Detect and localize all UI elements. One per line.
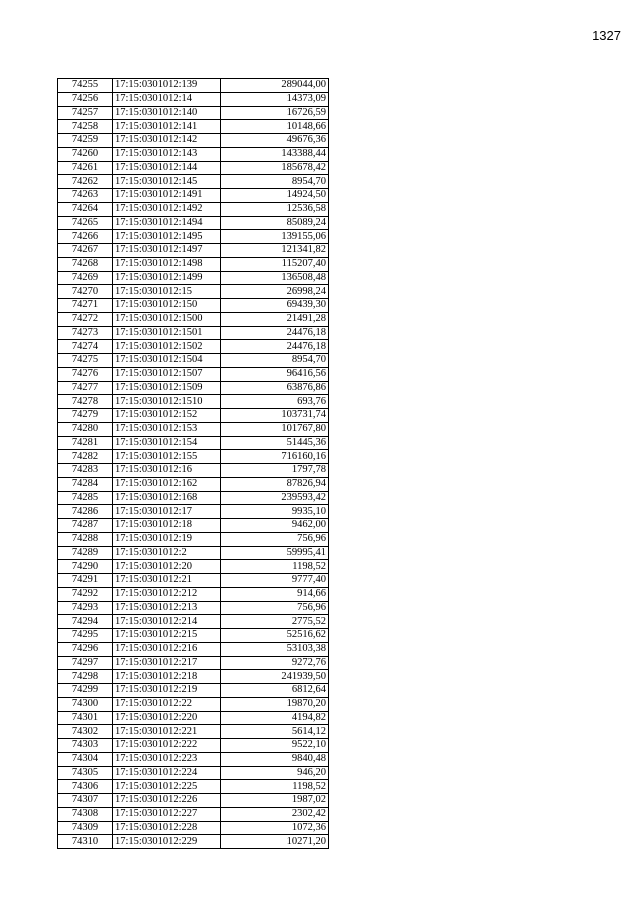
table-row (58, 587, 329, 601)
table-row (58, 601, 329, 615)
cadastral-number-cell: 17:15:0301012:221 (113, 725, 221, 739)
cadastral-number-cell: 17:15:0301012:213 (113, 601, 221, 615)
cadastral-number-cell: 17:15:0301012:15 (113, 285, 221, 299)
cadastral-number-cell: 17:15:0301012:220 (113, 711, 221, 725)
cadastral-number-cell: 17:15:0301012:227 (113, 807, 221, 821)
row-number-cell: 74297 (58, 656, 113, 670)
row-number-cell: 74296 (58, 642, 113, 656)
value-cell: 85089,24 (221, 216, 329, 230)
cadastral-number-cell: 17:15:0301012:17 (113, 505, 221, 519)
row-number-cell: 74268 (58, 257, 113, 271)
value-cell: 8954,70 (221, 175, 329, 189)
cadastral-number-cell: 17:15:0301012:1501 (113, 326, 221, 340)
value-cell: 16726,59 (221, 106, 329, 120)
value-cell: 756,96 (221, 601, 329, 615)
table-row (58, 436, 329, 450)
cadastral-number-cell: 17:15:0301012:139 (113, 79, 221, 93)
row-number-cell: 74260 (58, 147, 113, 161)
cadastral-number-cell: 17:15:0301012:217 (113, 656, 221, 670)
table-row (58, 697, 329, 711)
cadastral-number-cell: 17:15:0301012:225 (113, 780, 221, 794)
value-cell: 51445,36 (221, 436, 329, 450)
table-row (58, 134, 329, 148)
value-cell: 19870,20 (221, 697, 329, 711)
row-number-cell: 74307 (58, 794, 113, 808)
cadastral-number-cell: 17:15:0301012:142 (113, 134, 221, 148)
row-number-cell: 74269 (58, 271, 113, 285)
cadastral-number-cell: 17:15:0301012:219 (113, 684, 221, 698)
table-row (58, 244, 329, 258)
value-cell: 946,20 (221, 766, 329, 780)
value-cell: 53103,38 (221, 642, 329, 656)
table-row (58, 450, 329, 464)
cadastral-number-cell: 17:15:0301012:150 (113, 299, 221, 313)
cadastral-number-cell: 17:15:0301012:1499 (113, 271, 221, 285)
value-cell: 1797,78 (221, 464, 329, 478)
cadastral-number-cell: 17:15:0301012:18 (113, 519, 221, 533)
cadastral-number-cell: 17:15:0301012:1509 (113, 381, 221, 395)
row-number-cell: 74270 (58, 285, 113, 299)
row-number-cell: 74274 (58, 340, 113, 354)
row-number-cell: 74299 (58, 684, 113, 698)
row-number-cell: 74278 (58, 395, 113, 409)
value-cell: 103731,74 (221, 409, 329, 423)
row-number-cell: 74292 (58, 587, 113, 601)
table-row (58, 574, 329, 588)
value-cell: 59995,41 (221, 546, 329, 560)
table-row (58, 464, 329, 478)
row-number-cell: 74303 (58, 739, 113, 753)
cadastral-number-cell: 17:15:0301012:16 (113, 464, 221, 478)
value-cell: 136508,48 (221, 271, 329, 285)
cadastral-number-cell: 17:15:0301012:228 (113, 821, 221, 835)
table-row (58, 560, 329, 574)
row-number-cell: 74293 (58, 601, 113, 615)
row-number-cell: 74300 (58, 697, 113, 711)
table-row (58, 794, 329, 808)
table-row (58, 189, 329, 203)
value-cell: 121341,82 (221, 244, 329, 258)
table-row (58, 147, 329, 161)
table-row (58, 766, 329, 780)
table-row (58, 367, 329, 381)
table-row (58, 821, 329, 835)
row-number-cell: 74279 (58, 409, 113, 423)
table-row (58, 312, 329, 326)
value-cell: 101767,80 (221, 422, 329, 436)
cadastral-number-cell: 17:15:0301012:1507 (113, 367, 221, 381)
cadastral-number-cell: 17:15:0301012:222 (113, 739, 221, 753)
row-number-cell: 74286 (58, 505, 113, 519)
cadastral-number-cell: 17:15:0301012:215 (113, 629, 221, 643)
value-cell: 24476,18 (221, 340, 329, 354)
value-cell: 1987,02 (221, 794, 329, 808)
table-row (58, 422, 329, 436)
table-row (58, 381, 329, 395)
table-row (58, 725, 329, 739)
table-row (58, 670, 329, 684)
row-number-cell: 74258 (58, 120, 113, 134)
row-number-cell: 74276 (58, 367, 113, 381)
cadastral-number-cell: 17:15:0301012:1497 (113, 244, 221, 258)
row-number-cell: 74280 (58, 422, 113, 436)
value-cell: 143388,44 (221, 147, 329, 161)
cadastral-number-cell: 17:15:0301012:154 (113, 436, 221, 450)
value-cell: 115207,40 (221, 257, 329, 271)
cadastral-number-cell: 17:15:0301012:1495 (113, 230, 221, 244)
row-number-cell: 74309 (58, 821, 113, 835)
cadastral-number-cell: 17:15:0301012:212 (113, 587, 221, 601)
table-row (58, 354, 329, 368)
row-number-cell: 74294 (58, 615, 113, 629)
value-cell: 241939,50 (221, 670, 329, 684)
cadastral-number-cell: 17:15:0301012:153 (113, 422, 221, 436)
row-number-cell: 74267 (58, 244, 113, 258)
cadastral-number-cell: 17:15:0301012:22 (113, 697, 221, 711)
table-row (58, 532, 329, 546)
value-cell: 4194,82 (221, 711, 329, 725)
cadastral-number-cell: 17:15:0301012:223 (113, 752, 221, 766)
value-cell: 9935,10 (221, 505, 329, 519)
value-cell: 2775,52 (221, 615, 329, 629)
cadastral-number-cell: 17:15:0301012:14 (113, 92, 221, 106)
row-number-cell: 74264 (58, 202, 113, 216)
table-row (58, 285, 329, 299)
page-number: 1327 (592, 28, 621, 43)
row-number-cell: 74305 (58, 766, 113, 780)
cadastral-number-cell: 17:15:0301012:1491 (113, 189, 221, 203)
cadastral-number-cell: 17:15:0301012:145 (113, 175, 221, 189)
table-row (58, 477, 329, 491)
row-number-cell: 74257 (58, 106, 113, 120)
value-cell: 12536,58 (221, 202, 329, 216)
row-number-cell: 74304 (58, 752, 113, 766)
value-cell: 139155,06 (221, 230, 329, 244)
cadastral-number-cell: 17:15:0301012:1494 (113, 216, 221, 230)
cadastral-number-cell: 17:15:0301012:144 (113, 161, 221, 175)
cadastral-number-cell: 17:15:0301012:141 (113, 120, 221, 134)
value-cell: 1072,36 (221, 821, 329, 835)
table-row (58, 257, 329, 271)
value-cell: 185678,42 (221, 161, 329, 175)
table-row (58, 711, 329, 725)
table-row (58, 752, 329, 766)
cadastral-number-cell: 17:15:0301012:229 (113, 835, 221, 849)
row-number-cell: 74308 (58, 807, 113, 821)
table-row (58, 299, 329, 313)
row-number-cell: 74290 (58, 560, 113, 574)
row-number-cell: 74301 (58, 711, 113, 725)
cadastral-number-cell: 17:15:0301012:155 (113, 450, 221, 464)
cadastral-number-cell: 17:15:0301012:1502 (113, 340, 221, 354)
cadastral-number-cell: 17:15:0301012:1492 (113, 202, 221, 216)
table-row (58, 780, 329, 794)
cadastral-number-cell: 17:15:0301012:162 (113, 477, 221, 491)
table-row (58, 491, 329, 505)
table-row (58, 546, 329, 560)
value-cell: 10271,20 (221, 835, 329, 849)
cadastral-number-cell: 17:15:0301012:214 (113, 615, 221, 629)
table-row (58, 271, 329, 285)
row-number-cell: 74255 (58, 79, 113, 93)
value-cell: 239593,42 (221, 491, 329, 505)
table-row (58, 120, 329, 134)
value-cell: 14373,09 (221, 92, 329, 106)
cadastral-number-cell: 17:15:0301012:152 (113, 409, 221, 423)
table-row (58, 230, 329, 244)
row-number-cell: 74259 (58, 134, 113, 148)
row-number-cell: 74266 (58, 230, 113, 244)
cadastral-number-cell: 17:15:0301012:1510 (113, 395, 221, 409)
value-cell: 96416,56 (221, 367, 329, 381)
row-number-cell: 74289 (58, 546, 113, 560)
table-row (58, 835, 329, 849)
row-number-cell: 74285 (58, 491, 113, 505)
value-cell: 693,76 (221, 395, 329, 409)
value-cell: 716160,16 (221, 450, 329, 464)
table-row (58, 106, 329, 120)
cadastral-number-cell: 17:15:0301012:140 (113, 106, 221, 120)
row-number-cell: 74283 (58, 464, 113, 478)
row-number-cell: 74272 (58, 312, 113, 326)
value-cell: 9462,00 (221, 519, 329, 533)
table-row (58, 505, 329, 519)
table-body (58, 79, 329, 849)
row-number-cell: 74273 (58, 326, 113, 340)
table-row (58, 519, 329, 533)
value-cell: 9777,40 (221, 574, 329, 588)
row-number-cell: 74310 (58, 835, 113, 849)
row-number-cell: 74262 (58, 175, 113, 189)
value-cell: 756,96 (221, 532, 329, 546)
row-number-cell: 74295 (58, 629, 113, 643)
row-number-cell: 74265 (58, 216, 113, 230)
value-cell: 9522,10 (221, 739, 329, 753)
row-number-cell: 74282 (58, 450, 113, 464)
row-number-cell: 74271 (58, 299, 113, 313)
table-row (58, 629, 329, 643)
cadastral-number-cell: 17:15:0301012:216 (113, 642, 221, 656)
table-row (58, 409, 329, 423)
table-row (58, 739, 329, 753)
value-cell: 9840,48 (221, 752, 329, 766)
row-number-cell: 74298 (58, 670, 113, 684)
cadastral-number-cell: 17:15:0301012:1504 (113, 354, 221, 368)
value-cell: 9272,76 (221, 656, 329, 670)
cadastral-number-cell: 17:15:0301012:1498 (113, 257, 221, 271)
cadastral-number-cell: 17:15:0301012:1500 (113, 312, 221, 326)
cadastral-number-cell: 17:15:0301012:168 (113, 491, 221, 505)
row-number-cell: 74263 (58, 189, 113, 203)
row-number-cell: 74277 (58, 381, 113, 395)
value-cell: 63876,86 (221, 381, 329, 395)
value-cell: 21491,28 (221, 312, 329, 326)
table-row (58, 216, 329, 230)
value-cell: 1198,52 (221, 780, 329, 794)
value-cell: 1198,52 (221, 560, 329, 574)
value-cell: 914,66 (221, 587, 329, 601)
table-row (58, 656, 329, 670)
row-number-cell: 74291 (58, 574, 113, 588)
registry-table (57, 78, 329, 849)
value-cell: 289044,00 (221, 79, 329, 93)
table-row (58, 684, 329, 698)
table-row (58, 807, 329, 821)
row-number-cell: 74275 (58, 354, 113, 368)
row-number-cell: 74284 (58, 477, 113, 491)
table-row (58, 92, 329, 106)
value-cell: 6812,64 (221, 684, 329, 698)
value-cell: 49676,36 (221, 134, 329, 148)
row-number-cell: 74261 (58, 161, 113, 175)
table-row (58, 202, 329, 216)
table-row (58, 326, 329, 340)
cadastral-number-cell: 17:15:0301012:21 (113, 574, 221, 588)
row-number-cell: 74281 (58, 436, 113, 450)
cadastral-number-cell: 17:15:0301012:19 (113, 532, 221, 546)
cadastral-number-cell: 17:15:0301012:2 (113, 546, 221, 560)
value-cell: 87826,94 (221, 477, 329, 491)
table-row (58, 642, 329, 656)
table-row (58, 79, 329, 93)
row-number-cell: 74256 (58, 92, 113, 106)
row-number-cell: 74288 (58, 532, 113, 546)
value-cell: 8954,70 (221, 354, 329, 368)
value-cell: 26998,24 (221, 285, 329, 299)
value-cell: 69439,30 (221, 299, 329, 313)
value-cell: 2302,42 (221, 807, 329, 821)
cadastral-number-cell: 17:15:0301012:218 (113, 670, 221, 684)
value-cell: 14924,50 (221, 189, 329, 203)
value-cell: 5614,12 (221, 725, 329, 739)
table-row (58, 340, 329, 354)
table-row (58, 395, 329, 409)
cadastral-number-cell: 17:15:0301012:20 (113, 560, 221, 574)
table-row (58, 615, 329, 629)
row-number-cell: 74302 (58, 725, 113, 739)
row-number-cell: 74287 (58, 519, 113, 533)
table-row (58, 175, 329, 189)
cadastral-number-cell: 17:15:0301012:224 (113, 766, 221, 780)
value-cell: 52516,62 (221, 629, 329, 643)
cadastral-number-cell: 17:15:0301012:143 (113, 147, 221, 161)
cadastral-number-cell: 17:15:0301012:226 (113, 794, 221, 808)
row-number-cell: 74306 (58, 780, 113, 794)
table-row (58, 161, 329, 175)
value-cell: 10148,66 (221, 120, 329, 134)
value-cell: 24476,18 (221, 326, 329, 340)
